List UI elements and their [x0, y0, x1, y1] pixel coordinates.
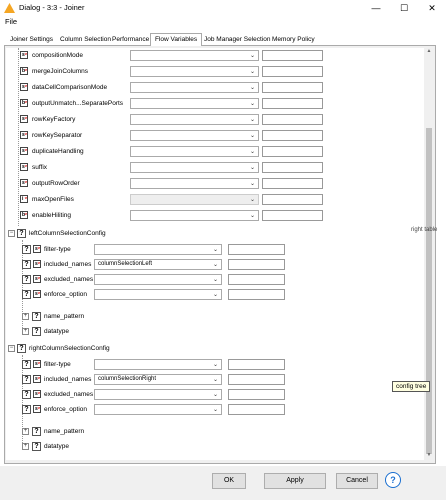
- right-name-pattern-help-icon: ?: [32, 427, 41, 436]
- knime-warning-icon: [4, 3, 15, 13]
- config-item-select[interactable]: [94, 289, 222, 300]
- close-button[interactable]: ✕: [428, 2, 436, 13]
- config-item-new-name-field[interactable]: [228, 389, 285, 400]
- tab-job-manager-selection[interactable]: Job Manager Selection: [204, 36, 271, 43]
- chevron-down-icon: ⌄: [249, 213, 255, 219]
- config-item-type-icon: s v: [35, 290, 40, 297]
- flow-variable-tree: [6, 48, 424, 460]
- flow-var-new-name-field[interactable]: [262, 162, 323, 173]
- flow-var-new-name-field[interactable]: [262, 178, 323, 189]
- flow-var-type-icon: s v: [22, 51, 27, 58]
- config-item-new-name-field[interactable]: [228, 244, 285, 255]
- config-item-type-icon: s v: [35, 260, 40, 267]
- flow-var-select[interactable]: [130, 114, 259, 125]
- config-item-help-icon: ?: [22, 405, 31, 414]
- apply-button[interactable]: Apply: [264, 473, 326, 489]
- flow-var-name: rowKeyFactory: [32, 116, 76, 123]
- flow-var-new-name-field[interactable]: [262, 66, 323, 77]
- left-datatype-expand-icon[interactable]: +: [23, 328, 28, 334]
- config-item-type-icon: s v: [35, 390, 40, 397]
- config-item-help-icon: ?: [22, 375, 31, 384]
- flow-var-name: compositionMode: [32, 52, 83, 59]
- chevron-down-icon: ⌄: [249, 181, 255, 187]
- chevron-down-icon: ⌄: [249, 117, 255, 123]
- help-button[interactable]: ?: [385, 472, 401, 488]
- flow-var-new-name-field[interactable]: [262, 146, 323, 157]
- flow-var-new-name-field[interactable]: [262, 114, 323, 125]
- flow-var-name: outputUnmatch...SeparatePorts: [32, 100, 124, 107]
- right-datatype-help-icon: ?: [32, 442, 41, 451]
- config-item-new-name-field[interactable]: [228, 259, 285, 270]
- flow-var-name: outputRowOrder: [32, 180, 80, 187]
- vertical-scrollbar[interactable]: [425, 48, 433, 460]
- config-item-new-name-field[interactable]: [228, 404, 285, 415]
- config-item-select[interactable]: [94, 259, 222, 270]
- flow-var-name: maxOpenFiles: [32, 196, 74, 203]
- left-name-pattern-label: name_pattern: [44, 313, 85, 320]
- flow-var-select[interactable]: [130, 130, 259, 141]
- tab-memory-policy[interactable]: Memory Policy: [272, 36, 315, 43]
- config-item-help-icon: ?: [22, 360, 31, 369]
- chevron-down-icon: ⌄: [249, 133, 255, 139]
- config-item-name: excluded_names: [44, 276, 94, 283]
- chevron-down-icon: ⌄: [249, 197, 255, 203]
- flow-var-select[interactable]: [130, 98, 259, 109]
- flow-var-name: suffix: [32, 164, 48, 171]
- title-bar: [0, 0, 446, 16]
- flow-var-type-icon: s v: [22, 179, 27, 186]
- right-name-pattern-label: name_pattern: [44, 428, 85, 435]
- flow-var-name: enableHiliting: [32, 212, 72, 219]
- config-item-select[interactable]: [94, 244, 222, 255]
- left-name-pattern-expand-icon[interactable]: +: [23, 313, 28, 319]
- flow-var-type-icon: s v: [22, 163, 27, 170]
- flow-var-select[interactable]: [130, 178, 259, 189]
- tab-bar: [4, 33, 436, 46]
- scroll-up-icon[interactable]: ▲: [426, 48, 432, 54]
- config-item-help-icon: ?: [22, 290, 31, 299]
- flow-var-new-name-field[interactable]: [262, 194, 323, 205]
- scroll-down-icon[interactable]: ▼: [426, 452, 432, 458]
- left-datatype-label: datatype: [44, 328, 69, 335]
- left-name-pattern-help-icon: ?: [32, 312, 41, 321]
- config-item-type-icon: s v: [35, 375, 40, 382]
- chevron-down-icon: ⌄: [249, 149, 255, 155]
- maximize-button[interactable]: ☐: [399, 2, 409, 13]
- flow-var-new-name-field[interactable]: [262, 130, 323, 141]
- right-config-label: rightColumnSelectionConfig: [29, 345, 110, 352]
- chevron-down-icon: ⌄: [249, 101, 255, 107]
- right-config-collapse-icon[interactable]: −: [9, 345, 14, 351]
- config-item-select-value: columnSelectionRight: [98, 376, 157, 382]
- left-config-label: leftColumnSelectionConfig: [29, 230, 106, 237]
- chevron-down-icon: ⌄: [212, 247, 218, 253]
- left-datatype-help-icon: ?: [32, 327, 41, 336]
- config-item-type-icon: s v: [35, 275, 40, 282]
- chevron-down-icon: ⌄: [212, 292, 218, 298]
- button-bar: [0, 466, 446, 500]
- config-item-name: enforce_option: [44, 406, 88, 413]
- chevron-down-icon: ⌄: [212, 262, 218, 268]
- flow-var-name: mergeJoinColumns: [32, 68, 88, 75]
- chevron-down-icon: ⌄: [249, 85, 255, 91]
- chevron-down-icon: ⌄: [212, 277, 218, 283]
- flow-var-select[interactable]: [130, 82, 259, 93]
- tab-column-selection[interactable]: Column Selection: [60, 36, 111, 43]
- flow-var-new-name-field[interactable]: [262, 210, 323, 221]
- tab-performance[interactable]: Performance: [112, 36, 150, 43]
- flow-var-type-icon: i v: [22, 195, 27, 202]
- left-config-collapse-icon[interactable]: −: [9, 230, 14, 236]
- left-config-help-icon: ?: [17, 229, 26, 238]
- config-item-help-icon: ?: [22, 245, 31, 254]
- config-item-new-name-field[interactable]: [228, 374, 285, 385]
- chevron-down-icon: ⌄: [212, 377, 218, 383]
- chevron-down-icon: ⌄: [249, 53, 255, 59]
- tooltip: config tree: [392, 381, 430, 392]
- config-item-help-icon: ?: [22, 260, 31, 269]
- chevron-down-icon: ⌄: [212, 407, 218, 413]
- chevron-down-icon: ⌄: [249, 69, 255, 75]
- tab-flow-variables[interactable]: Flow Variables: [150, 33, 202, 47]
- config-item-help-icon: ?: [22, 390, 31, 399]
- flow-var-select[interactable]: [130, 210, 259, 221]
- flow-var-select[interactable]: [130, 146, 259, 157]
- config-item-name: included_names: [44, 376, 92, 383]
- config-item-select[interactable]: [94, 389, 222, 400]
- config-item-type-icon: s v: [35, 245, 40, 252]
- flow-var-select[interactable]: [130, 66, 259, 77]
- flow-var-type-icon: s v: [22, 115, 27, 122]
- background-side-text: right table: [411, 227, 438, 233]
- config-item-name: enforce_option: [44, 291, 88, 298]
- minimize-button[interactable]: —: [371, 3, 381, 13]
- flow-var-type-icon: b v: [22, 99, 27, 106]
- config-item-name: filter-type: [44, 246, 71, 253]
- config-item-new-name-field[interactable]: [228, 359, 285, 370]
- right-name-pattern-expand-icon[interactable]: +: [23, 428, 28, 434]
- menu-file[interactable]: File: [5, 17, 18, 26]
- chevron-down-icon: ⌄: [212, 392, 218, 398]
- chevron-down-icon: ⌄: [212, 362, 218, 368]
- flow-var-type-icon: b v: [22, 211, 27, 218]
- config-item-new-name-field[interactable]: [228, 274, 285, 285]
- right-config-help-icon: ?: [17, 344, 26, 353]
- config-item-new-name-field[interactable]: [228, 289, 285, 300]
- flow-var-new-name-field[interactable]: [262, 50, 323, 61]
- scroll-thumb[interactable]: [426, 128, 432, 454]
- config-item-name: excluded_names: [44, 391, 94, 398]
- config-item-name: included_names: [44, 261, 92, 268]
- config-item-name: filter-type: [44, 361, 71, 368]
- flow-var-type-icon: s v: [22, 131, 27, 138]
- config-item-select[interactable]: [94, 359, 222, 370]
- config-item-type-icon: s v: [35, 405, 40, 412]
- config-item-help-icon: ?: [22, 275, 31, 284]
- menu-bar: [0, 16, 446, 28]
- config-item-select[interactable]: [94, 374, 222, 385]
- flow-var-select[interactable]: [130, 162, 259, 173]
- ok-button[interactable]: OK: [212, 473, 246, 489]
- tab-joiner-settings[interactable]: Joiner Settings: [10, 36, 53, 43]
- config-item-select-value: columnSelectionLeft: [98, 261, 153, 267]
- window-title: Dialog - 3:3 - Joiner: [19, 3, 85, 12]
- config-item-type-icon: s v: [35, 360, 40, 367]
- flow-var-type-icon: s v: [22, 147, 27, 154]
- flow-var-type-icon: b v: [22, 67, 27, 74]
- flow-var-name: rowKeySeparator: [32, 132, 83, 139]
- flow-var-name: duplicateHandling: [32, 148, 84, 155]
- config-item-select[interactable]: [94, 404, 222, 415]
- flow-var-new-name-field[interactable]: [262, 98, 323, 109]
- config-item-select[interactable]: [94, 274, 222, 285]
- flow-var-type-icon: s v: [22, 83, 27, 90]
- right-datatype-label: datatype: [44, 443, 69, 450]
- flow-var-select[interactable]: [130, 50, 259, 61]
- cancel-button[interactable]: Cancel: [336, 473, 378, 489]
- flow-var-select[interactable]: [130, 194, 259, 205]
- flow-var-name: dataCellComparisonMode: [32, 84, 108, 91]
- chevron-down-icon: ⌄: [249, 165, 255, 171]
- right-datatype-expand-icon[interactable]: +: [23, 443, 28, 449]
- flow-var-new-name-field[interactable]: [262, 82, 323, 93]
